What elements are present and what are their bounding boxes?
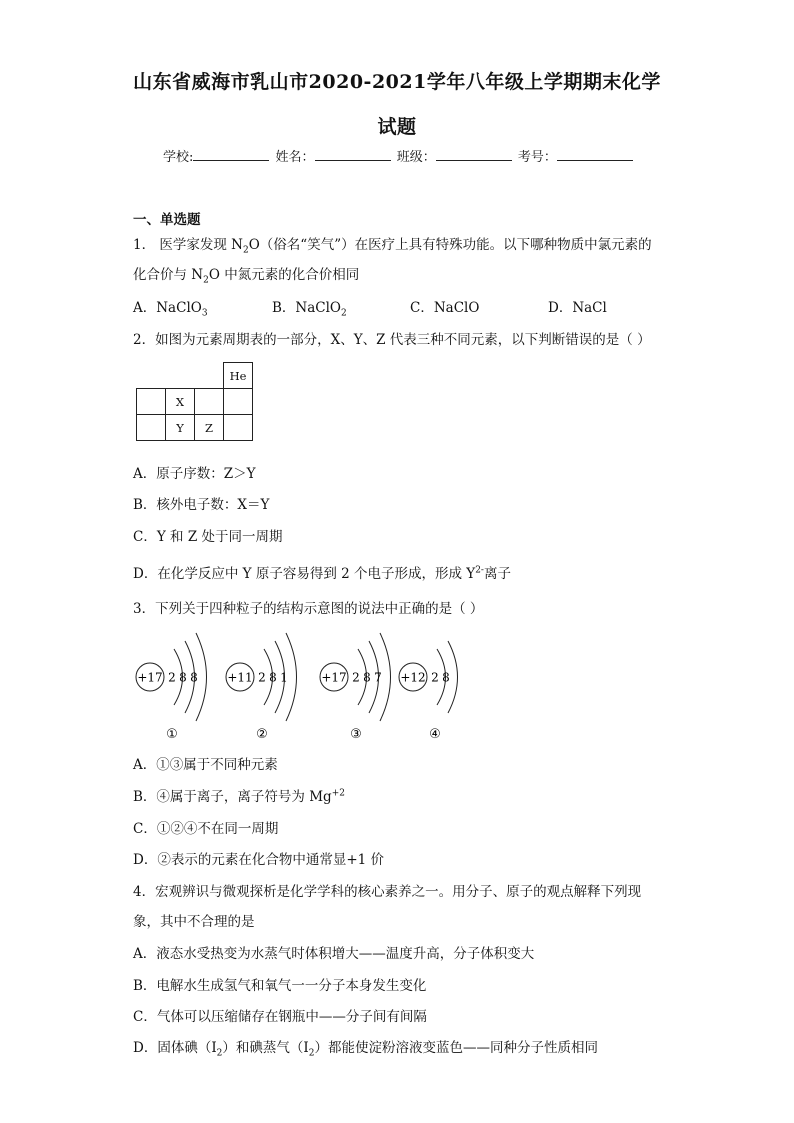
exam-no-label: 考号： xyxy=(517,150,557,165)
table-cell xyxy=(195,389,224,415)
q4-option-a[interactable]: A．液态水受热变为水蒸气时体积增大——温度升高，分子体积变大 xyxy=(133,946,535,962)
q3-option-d[interactable]: D．②表示的元素在化合物中通常显+1 价 xyxy=(133,852,385,868)
q4-option-b[interactable]: B．电解水生成氢气和氧气一一分子本身发生变化 xyxy=(133,978,427,994)
q4-stem-line2: 象，其中不合理的是 xyxy=(133,914,255,930)
q3-option-a[interactable]: A．①③属于不同种元素 xyxy=(133,757,278,773)
nucleus-charge: +17 xyxy=(321,670,347,685)
page-title-line2: 试题 xyxy=(377,116,417,138)
section-heading: 一、单选题 xyxy=(133,212,201,228)
electron-count: 8 xyxy=(179,670,187,685)
subscript: 2 xyxy=(203,275,209,286)
electron-count: 7 xyxy=(374,670,382,685)
table-cell xyxy=(166,363,195,389)
atom-diagram xyxy=(320,633,391,742)
table-cell xyxy=(224,415,253,441)
q2-option-b[interactable]: B．核外电子数：X＝Y xyxy=(133,497,270,513)
electron-count: 8 xyxy=(190,670,198,685)
name-field[interactable] xyxy=(315,148,391,161)
q1-option-a[interactable] xyxy=(133,296,208,319)
table-cell xyxy=(137,389,166,415)
table-cell xyxy=(224,389,253,415)
option-text: B．NaClO xyxy=(272,300,341,316)
student-info-row xyxy=(163,146,635,165)
superscript: 2- xyxy=(475,565,484,576)
option-text: C．NaClO xyxy=(410,300,480,316)
electron-count: 2 xyxy=(168,670,176,685)
subscript: 2 xyxy=(341,308,347,319)
nucleus-charge: +12 xyxy=(400,670,426,685)
option-text: D．NaCl xyxy=(548,300,607,316)
q1-stem-text: 化合价与 N xyxy=(133,267,204,283)
q4-option-c[interactable]: C．气体可以压缩储存在钢瓶中——分子间有间隔 xyxy=(133,1009,427,1025)
subscript: 2 xyxy=(216,1048,223,1059)
atom-diagram xyxy=(136,633,207,742)
q1-option-b[interactable] xyxy=(272,296,347,319)
table-cell xyxy=(195,363,224,389)
atom-diagram xyxy=(226,633,297,742)
class-label: 班级： xyxy=(396,150,436,165)
q3-stem: 3．下列关于四种粒子的结构示意图的说法中正确的是（ ） xyxy=(133,601,484,617)
diagram-label: ① xyxy=(166,727,178,742)
electron-count: 2 xyxy=(258,670,266,685)
superscript: +2 xyxy=(331,788,345,799)
periodic-table-fragment xyxy=(136,362,253,441)
q1-stem-line2 xyxy=(133,263,359,286)
school-field[interactable] xyxy=(193,148,269,161)
option-text: D．在化学反应中 Y 原子容易得到 2 个电子形成，形成 Y xyxy=(133,566,476,582)
name-label: 姓名： xyxy=(275,150,315,165)
electron-count: 8 xyxy=(269,670,277,685)
diagram-label: ② xyxy=(256,727,268,742)
q2-option-a[interactable]: A．原子序数：Z＞Y xyxy=(133,466,256,482)
q4-stem-line1: 4．宏观辨识与微观探析是化学学科的核心素养之一。用分子、原子的观点解释下列现 xyxy=(133,884,642,900)
option-text: ）和碘蒸气（I xyxy=(222,1040,309,1056)
diagram-label: ③ xyxy=(350,727,362,742)
table-cell-y: Y xyxy=(166,415,195,441)
electron-count: 1 xyxy=(280,670,288,685)
q1-option-c[interactable] xyxy=(410,296,479,316)
subscript: 3 xyxy=(201,308,208,319)
exam-no-field[interactable] xyxy=(557,148,633,161)
q2-stem: 2．如图为元素周期表的一部分，X、Y、Z 代表三种不同元素，以下判断错误的是（ ） xyxy=(133,332,651,348)
school-label: 学校: xyxy=(163,150,194,165)
electron-count: 8 xyxy=(363,670,371,685)
page-title: 山东省威海市乳山市2020-2021学年八年级上学期期末化学 xyxy=(133,71,661,93)
q1-stem-text: O（俗名“笑气”）在医疗上具有特殊功能。以下哪种物质中氯元素的 xyxy=(248,237,652,253)
q1-stem-text: O 中氮元素的化合价相同 xyxy=(208,267,360,283)
q1-stem-line1 xyxy=(133,233,652,256)
electron-count: 8 xyxy=(442,670,450,685)
option-text: A．NaClO xyxy=(133,300,202,316)
q1-option-d[interactable] xyxy=(548,296,607,316)
atom-diagram xyxy=(399,641,458,742)
q2-option-c[interactable]: C．Y 和 Z 处于同一周期 xyxy=(133,529,283,545)
option-text: D．固体碘（I xyxy=(133,1040,217,1056)
table-cell-he: He xyxy=(224,363,253,389)
subscript: 2 xyxy=(242,245,249,256)
q2-option-d[interactable] xyxy=(133,562,511,582)
table-cell-x: X xyxy=(166,389,195,415)
option-text: ）都能使淀粉溶液变蓝色——同种分子性质相同 xyxy=(314,1040,598,1056)
nucleus-charge: +17 xyxy=(137,670,163,685)
q3-option-b[interactable] xyxy=(133,785,345,805)
electron-count: 2 xyxy=(352,670,360,685)
table-cell xyxy=(137,363,166,389)
nucleus-charge: +11 xyxy=(227,670,253,685)
option-text: B．④属于离子，离子符号为 Mg xyxy=(133,789,332,805)
option-text: 离子 xyxy=(483,566,511,582)
table-cell xyxy=(137,415,166,441)
q1-stem-text: 1． 医学家发现 N xyxy=(133,237,243,253)
class-field[interactable] xyxy=(436,148,512,161)
electron-count: 2 xyxy=(431,670,439,685)
q4-option-d[interactable] xyxy=(133,1036,598,1059)
atomic-structure-diagrams xyxy=(130,630,470,745)
table-cell-z: Z xyxy=(195,415,224,441)
diagram-label: ④ xyxy=(429,727,441,742)
q3-option-c[interactable]: C．①②④不在同一周期 xyxy=(133,821,279,837)
subscript: 2 xyxy=(308,1048,315,1059)
